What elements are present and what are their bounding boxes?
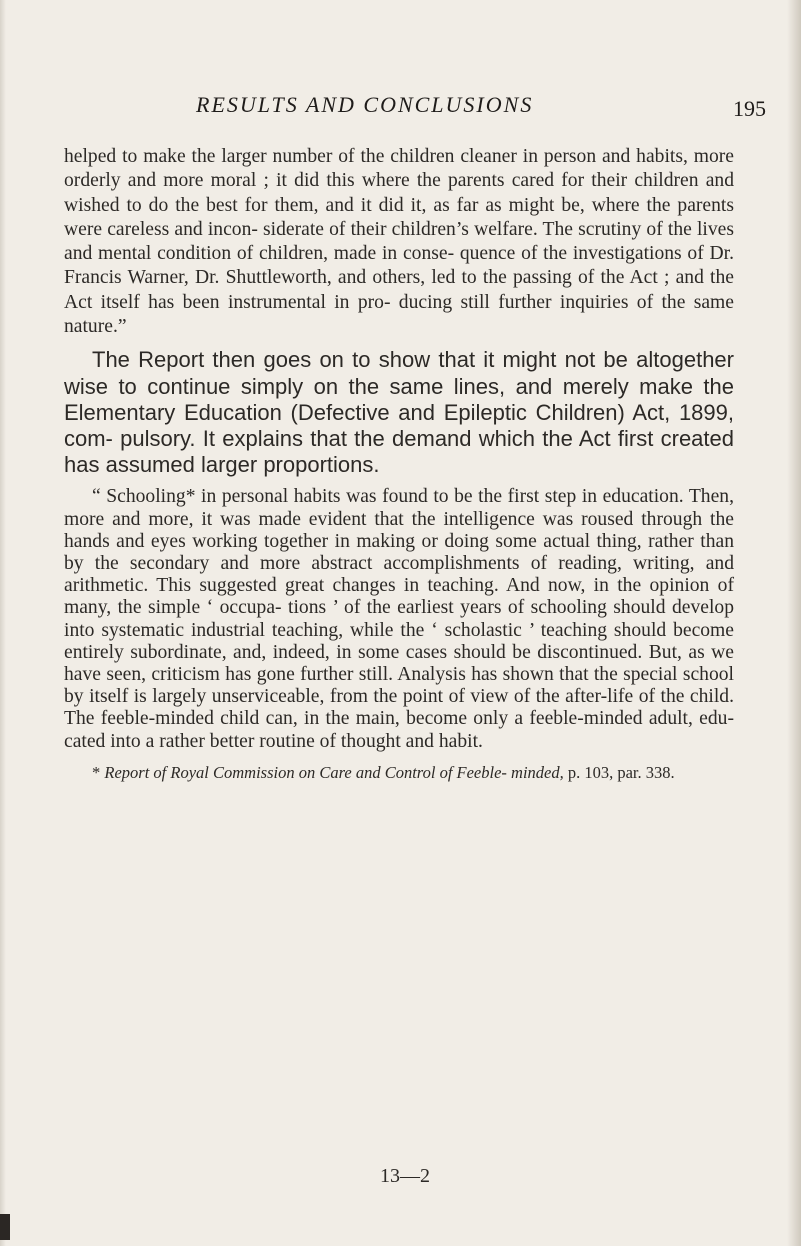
page-edge-left (0, 0, 6, 1246)
paragraph-3-quotation: “ Schooling* in personal habits was found to be the first step in education. Then, more and more, it was made evident that the intelligence was roused through the hands and eyes working together in making or doing some actual thing, rather than by the secondary and more abstract accomplishments of reading, writing, and arithmetic. This suggested great changes in teaching. And now, in the opinion of many, the simple ‘ occupa- tions ’ of the earliest years of schooling should develop into systematic industrial teaching, while the ‘ scholastic ’ teaching should become entirely subordinate, and, indeed, in some cases should be discontinued. But, as we have seen, criticism has gone further still. Analysis has shown that the special school by itself is largely unserviceable, from the point of view of the after-life of the child. The feeble-minded child can, in the main, become only a feeble-minded adult, edu- cated into a rather better routine of thought and habit. (64, 486, 734, 752)
page-edge-right (787, 0, 801, 1246)
paragraph-1: helped to make the larger number of the children cleaner in person and habits, more orderly and more moral ; it did this where the parents cared for their children and wished to do the best for them, and it did it, as far as might be, where the parents were careless and incon- siderate of their children’s welfare. The scrutiny of the lives and mental condition of children, made in conse- quence of the investigations of Dr. Francis Warner, Dr. Shuttleworth, and others, led to the passing of the Act ; and the Act itself has been instrumental in pro- ducing still further inquiries of the same nature.” (64, 146, 734, 338)
page-number: 195 (733, 96, 766, 121)
footnote-citation-location: p. 103, par. 338. (563, 762, 675, 782)
footnote (64, 763, 734, 783)
scan-corner-mark (0, 1214, 10, 1240)
page-header (0, 92, 801, 132)
paragraph-2: The Report then goes on to show that it might not be altogether wise to continue simply on the same lines, and merely make the Elementary Education (Defective and Epileptic Children) Act, 1899, com- pulsory. It explains that the demand which the Act first created has assumed larger proportions. (64, 347, 734, 478)
body-text (64, 145, 734, 783)
signature-mark: 13—2 (380, 1165, 430, 1187)
footnote-citation-title: Report of Royal Commission on Care and Control of Feeble- minded, (104, 762, 564, 782)
footnote-marker: * (92, 762, 101, 782)
running-head: RESULTS AND CONCLUSIONS (196, 92, 534, 117)
